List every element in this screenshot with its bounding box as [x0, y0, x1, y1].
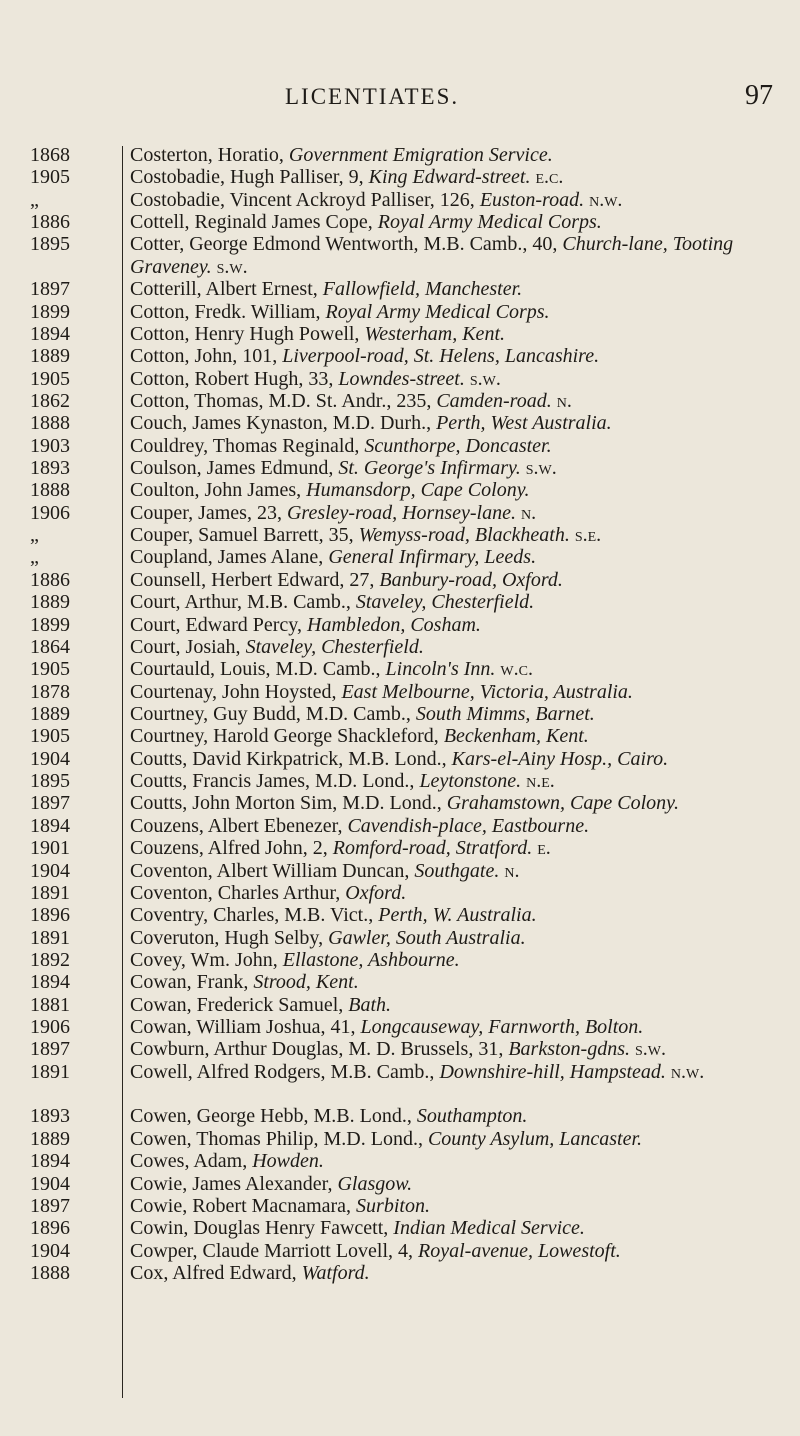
- entry-name: Coutts, Francis James, M.D. Lond.,: [130, 770, 420, 793]
- entry-address: East Melbourne, Victoria, Australia.: [341, 680, 633, 703]
- entry-name: Couper, Samuel Barrett, 35,: [130, 524, 359, 547]
- entry-name: Covey, Wm. John,: [130, 948, 283, 971]
- list-item: [0, 479, 800, 501]
- list-item: [0, 1061, 800, 1106]
- entry-text: [88, 748, 766, 770]
- entry-text: [88, 1128, 766, 1150]
- entry-address: Barkston-gdns.: [508, 1038, 631, 1061]
- entry-district: s.w.: [520, 457, 557, 480]
- entry-name: Costerton, Horatio,: [130, 144, 289, 166]
- list-item: [0, 949, 800, 971]
- entry-text: [88, 927, 766, 949]
- entry-year: 1894: [30, 971, 70, 994]
- entry-address: King Edward-street.: [368, 166, 531, 189]
- entry-text: [88, 882, 766, 904]
- entry-district: s.w.: [464, 367, 501, 390]
- entry-year: 1888: [30, 412, 70, 435]
- entry-text: [88, 994, 766, 1016]
- entry-name: Costobadie, Vincent Ackroyd Palliser, 126,: [130, 188, 480, 211]
- entry-name: Cotterill, Albert Ernest,: [130, 278, 323, 301]
- entry-address: Downshire-hill, Hampstead.: [439, 1060, 666, 1083]
- entry-district: w.c.: [495, 658, 533, 681]
- entry-year: 1889: [30, 345, 70, 368]
- entry-name: Cowen, Thomas Philip, M.D. Lond.,: [130, 1127, 428, 1150]
- entry-name: Couzens, Albert Ebenezer,: [130, 814, 348, 837]
- entry-text: [88, 658, 766, 680]
- list-item: [0, 927, 800, 949]
- entry-address: Ellastone, Ashbourne.: [282, 948, 460, 971]
- list-item: [0, 524, 800, 546]
- entry-district: n.w.: [584, 188, 623, 211]
- entry-text: [88, 971, 766, 993]
- entry-text: [88, 1105, 766, 1127]
- list-item: [0, 815, 800, 837]
- entry-name: Cowell, Alfred Rodgers, M.B. Camb.,: [130, 1060, 440, 1083]
- entry-address: Church-lane, Tooting Graveney.: [130, 233, 734, 278]
- entry-name: Courtney, Harold George Shackleford,: [130, 725, 444, 748]
- entry-text: [88, 770, 766, 792]
- entry-address: Scunthorpe, Doncaster.: [364, 434, 552, 457]
- entry-address: Banbury-road, Oxford.: [379, 568, 563, 591]
- entry-text: [88, 390, 766, 412]
- entry-name: Court, Josiah,: [130, 635, 246, 658]
- entry-name: Courtauld, Louis, M.D. Camb.,: [130, 658, 386, 681]
- entry-address: Kars-el-Ainy Hosp., Cairo.: [451, 747, 669, 770]
- list-item: [0, 994, 800, 1016]
- entry-name: Cotton, Fredk. William,: [130, 300, 326, 323]
- entry-address: Gresley-road, Hornsey-lane.: [286, 501, 516, 524]
- entry-year: „: [30, 546, 39, 569]
- list-item: [0, 591, 800, 613]
- entry-address: Government Emigration Service.: [288, 144, 553, 166]
- entry-address: Staveley, Chesterfield.: [355, 591, 535, 614]
- entry-text: [88, 189, 766, 211]
- list-item: [0, 614, 800, 636]
- entry-year: 1904: [30, 1239, 70, 1262]
- entry-address: Leytonstone.: [419, 770, 522, 793]
- entry-text: [88, 457, 766, 479]
- entry-name: Cotton, Thomas, M.D. St. Andr., 235,: [130, 389, 437, 412]
- entry-address: Longcauseway, Farnworth, Bolton.: [360, 1016, 644, 1039]
- entry-name: Cowie, James Alexander,: [130, 1172, 338, 1195]
- entry-text: [88, 837, 766, 859]
- entry-name: Coventon, Albert William Duncan,: [130, 859, 415, 882]
- list-item: [0, 703, 800, 725]
- entry-year: 1905: [30, 367, 70, 390]
- entry-name: Couzens, Alfred John, 2,: [130, 837, 333, 860]
- entry-address: Fallowfield, Manchester.: [322, 278, 523, 301]
- entry-address: Westerham, Kent.: [364, 322, 505, 345]
- entry-address: Euston-road.: [479, 188, 585, 211]
- list-item: [0, 1016, 800, 1038]
- entry-name: Coveruton, Hugh Selby,: [130, 926, 329, 949]
- entry-year: 1892: [30, 948, 70, 971]
- list-item: [0, 144, 800, 166]
- entry-year: 1897: [30, 792, 70, 815]
- entry-address: St. George's Infirmary.: [338, 457, 521, 480]
- entry-text: [88, 614, 766, 636]
- entry-year: 1888: [30, 1261, 70, 1284]
- list-item: [0, 435, 800, 457]
- entry-text: [88, 524, 766, 546]
- entry-name: Couch, James Kynaston, M.D. Durh.,: [130, 412, 437, 435]
- list-item: [0, 211, 800, 233]
- list-item: [0, 278, 800, 300]
- entry-name: Court, Edward Percy,: [130, 613, 307, 636]
- list-item: [0, 770, 800, 792]
- entry-text: [88, 368, 766, 390]
- entry-year: 1891: [30, 1060, 70, 1083]
- list-item: [0, 1038, 800, 1060]
- entry-year: 1889: [30, 591, 70, 614]
- entry-year: 1864: [30, 635, 70, 658]
- entry-text: [88, 591, 766, 613]
- entry-year: 1894: [30, 322, 70, 345]
- entry-name: Coventon, Charles Arthur,: [130, 881, 346, 904]
- entry-text: [88, 323, 766, 345]
- entry-year: 1904: [30, 747, 70, 770]
- entry-name: Coutts, John Morton Sim, M.D. Lond.,: [130, 792, 447, 815]
- list-item: [0, 166, 800, 188]
- list-item: [0, 1173, 800, 1195]
- entry-year: 1894: [30, 1150, 70, 1173]
- entry-name: Cowan, William Joshua, 41,: [130, 1016, 361, 1039]
- entry-district: n.: [499, 859, 520, 882]
- entry-text: [88, 211, 766, 233]
- entry-address: Glasgow.: [337, 1172, 413, 1195]
- entry-year: „: [30, 524, 39, 547]
- entry-year: 1899: [30, 613, 70, 636]
- entry-text: [88, 144, 766, 166]
- entry-text: [88, 1195, 766, 1217]
- entry-text: [88, 949, 766, 971]
- entry-name: Couldrey, Thomas Reginald,: [130, 434, 365, 457]
- entry-year: 1893: [30, 1105, 70, 1128]
- entry-year: 1891: [30, 926, 70, 949]
- entry-name: Cowin, Douglas Henry Fawcett,: [130, 1217, 394, 1240]
- entry-address: Surbiton.: [356, 1194, 430, 1217]
- entry-name: Coventry, Charles, M.B. Vict.,: [130, 904, 379, 927]
- entry-year: 1901: [30, 837, 70, 860]
- entry-address: Royal-avenue, Lowestoft.: [418, 1239, 621, 1262]
- entry-name: Cowper, Claude Marriott Lovell, 4,: [130, 1239, 419, 1262]
- entry-address: Southampton.: [416, 1105, 528, 1128]
- entry-year: 1905: [30, 725, 70, 748]
- list-item: [0, 725, 800, 747]
- entry-district: n.w.: [665, 1060, 705, 1083]
- entry-name: Cotter, George Edmond Wentworth, M.B. Camb., 40,: [130, 233, 563, 256]
- entry-text: [88, 502, 766, 524]
- entry-year: 1888: [30, 479, 70, 502]
- entry-name: Coupland, James Alane,: [130, 546, 329, 569]
- entry-name: Couper, James, 23,: [130, 501, 287, 524]
- entry-name: Cowburn, Arthur Douglas, M. D. Brussels, 31,: [130, 1038, 509, 1061]
- entry-district: e.: [532, 837, 551, 860]
- list-item: [0, 345, 800, 367]
- list-item: [0, 904, 800, 926]
- entry-name: Cowes, Adam,: [130, 1150, 253, 1173]
- entry-year: 1878: [30, 680, 70, 703]
- entry-year: 1904: [30, 859, 70, 882]
- list-item: [0, 546, 800, 568]
- entry-text: [88, 1240, 766, 1262]
- entry-text: [88, 815, 766, 837]
- entry-name: Coulson, James Edmund,: [130, 457, 339, 480]
- entry-address: Cavendish-place, Eastbourne.: [347, 814, 590, 837]
- entry-address: Perth, W. Australia.: [378, 904, 537, 927]
- entry-text: [88, 166, 766, 188]
- entry-text: [88, 1262, 766, 1284]
- entry-year: 1904: [30, 1172, 70, 1195]
- entry-year: 1905: [30, 658, 70, 681]
- entry-address: Lincoln's Inn.: [385, 658, 496, 681]
- entry-year: 1897: [30, 1038, 70, 1061]
- entry-district: n.: [551, 389, 572, 412]
- entry-text: [88, 681, 766, 703]
- page-number: 97: [745, 80, 773, 111]
- list-item: [0, 882, 800, 904]
- entry-year: 1893: [30, 457, 70, 480]
- entry-address: Bath.: [348, 993, 392, 1016]
- list-item: [0, 233, 800, 278]
- entry-address: Lowndes-street.: [338, 367, 465, 390]
- entry-name: Cowie, Robert Macnamara,: [130, 1194, 357, 1217]
- list-item: [0, 1217, 800, 1239]
- list-item: [0, 860, 800, 882]
- entry-text: [88, 636, 766, 658]
- list-item: [0, 412, 800, 434]
- entry-address: Liverpool-road, St. Helens, Lancashire.: [282, 345, 600, 368]
- entry-district: n.e.: [521, 770, 555, 793]
- entry-year: 1862: [30, 389, 70, 412]
- entry-name: Cowan, Frederick Samuel,: [130, 993, 349, 1016]
- list-item: [0, 837, 800, 859]
- entry-address: Romford-road, Stratford.: [332, 837, 533, 860]
- entry-address: Hambledon, Cosham.: [307, 613, 481, 636]
- entry-text: [88, 904, 766, 926]
- entry-text: [88, 1038, 766, 1060]
- entry-district: s.w.: [211, 255, 248, 278]
- entry-year: „: [30, 188, 39, 211]
- list-item: [0, 1195, 800, 1217]
- entry-address: Staveley, Chesterfield.: [245, 635, 424, 658]
- entry-address: Indian Medical Service.: [393, 1217, 585, 1240]
- entry-text: [88, 301, 766, 323]
- entry-address: Oxford.: [345, 881, 407, 904]
- entry-year: 1881: [30, 993, 70, 1016]
- entry-text: [88, 725, 766, 747]
- entry-year: 1896: [30, 1217, 70, 1240]
- entry-text: [88, 435, 766, 457]
- entry-text: [88, 1016, 766, 1038]
- entry-year: 1891: [30, 881, 70, 904]
- entry-text: [88, 860, 766, 882]
- entry-name: Costobadie, Hugh Palliser, 9,: [130, 166, 369, 189]
- entry-text: [88, 412, 766, 434]
- entry-district: s.e.: [569, 524, 602, 547]
- entry-district: e.c.: [530, 166, 564, 189]
- entry-name: Court, Arthur, M.B. Camb.,: [130, 591, 356, 614]
- entry-year: 1896: [30, 904, 70, 927]
- entry-year: 1868: [30, 144, 70, 166]
- entry-name: Cowan, Frank,: [130, 971, 254, 994]
- entry-year: 1906: [30, 1016, 70, 1039]
- entry-text: [88, 703, 766, 725]
- entry-address: Royal Army Medical Corps.: [325, 300, 550, 323]
- entry-address: Howden.: [252, 1150, 324, 1173]
- entry-text: [88, 233, 766, 278]
- entry-address: South Mimms, Barnet.: [415, 702, 595, 725]
- entry-name: Coutts, David Kirkpatrick, M.B. Lond.,: [130, 747, 452, 770]
- list-item: [0, 1105, 800, 1127]
- entry-district: s.w.: [630, 1038, 667, 1061]
- entry-year: 1895: [30, 770, 70, 793]
- entry-year: 1889: [30, 1127, 70, 1150]
- list-item: [0, 1240, 800, 1262]
- entry-text: [88, 278, 766, 300]
- entry-name: Cotton, Robert Hugh, 33,: [130, 367, 339, 390]
- list-item: [0, 1128, 800, 1150]
- entry-name: Cowen, George Hebb, M.B. Lond.,: [130, 1105, 417, 1128]
- entry-text: [88, 1150, 766, 1172]
- running-head: LICENTIATES.: [285, 84, 460, 109]
- entry-year: 1886: [30, 211, 70, 234]
- list-item: [0, 681, 800, 703]
- entry-address: Grahamstown, Cape Colony.: [446, 792, 679, 815]
- entry-address: Beckenham, Kent.: [443, 725, 589, 748]
- licentiates-list: [0, 144, 800, 1284]
- list-item: [0, 189, 800, 211]
- entry-address: Perth, West Australia.: [436, 412, 612, 435]
- entry-year: 1903: [30, 434, 70, 457]
- list-item: [0, 1150, 800, 1172]
- entry-address: Camden-road.: [436, 389, 552, 412]
- entry-text: [88, 345, 766, 367]
- entry-year: 1906: [30, 501, 70, 524]
- entry-text: [88, 792, 766, 814]
- entry-address: Royal Army Medical Corps.: [377, 211, 602, 234]
- entry-year: 1886: [30, 568, 70, 591]
- entry-name: Cottell, Reginald James Cope,: [130, 211, 378, 234]
- list-item: [0, 390, 800, 412]
- list-item: [0, 792, 800, 814]
- entry-address: Watford.: [301, 1261, 370, 1284]
- list-item: [0, 457, 800, 479]
- entry-address: Wemyss-road, Blackheath.: [358, 524, 570, 547]
- list-item: [0, 569, 800, 591]
- entry-year: 1905: [30, 166, 70, 189]
- entry-district: n.: [515, 501, 537, 524]
- entry-text: [88, 1173, 766, 1195]
- list-item: [0, 748, 800, 770]
- entry-name: Cox, Alfred Edward,: [130, 1261, 302, 1284]
- entry-address: Strood, Kent.: [253, 971, 359, 994]
- list-item: [0, 368, 800, 390]
- entry-name: Cotton, Henry Hugh Powell,: [130, 322, 365, 345]
- list-item: [0, 323, 800, 345]
- entry-year: 1899: [30, 300, 70, 323]
- list-item: [0, 301, 800, 323]
- entry-text: [88, 1217, 766, 1239]
- list-item: [0, 502, 800, 524]
- list-item: [0, 636, 800, 658]
- entry-name: Courtenay, John Hoysted,: [130, 680, 342, 703]
- entry-year: 1894: [30, 814, 70, 837]
- entry-address: County Asylum, Lancaster.: [427, 1127, 643, 1150]
- entry-year: 1897: [30, 278, 70, 301]
- entry-name: Courtney, Guy Budd, M.D. Camb.,: [130, 702, 416, 725]
- entry-year: 1895: [30, 233, 70, 256]
- entry-text: [88, 569, 766, 591]
- list-item: [0, 658, 800, 680]
- entry-address: Gawler, South Australia.: [328, 926, 526, 949]
- list-item: [0, 1262, 800, 1284]
- entry-name: Coulton, John James,: [130, 479, 307, 502]
- entry-name: Counsell, Herbert Edward, 27,: [130, 568, 380, 591]
- entry-year: 1897: [30, 1194, 70, 1217]
- entry-year: 1889: [30, 702, 70, 725]
- entry-text: [88, 1061, 766, 1106]
- list-item: [0, 971, 800, 993]
- entry-text: [88, 479, 766, 501]
- entry-text: [88, 546, 766, 568]
- entry-address: Humansdorp, Cape Colony.: [306, 479, 530, 502]
- entry-address: General Infirmary, Leeds.: [328, 546, 537, 569]
- entry-address: Southgate.: [414, 859, 500, 882]
- entry-name: Cotton, John, 101,: [130, 345, 283, 368]
